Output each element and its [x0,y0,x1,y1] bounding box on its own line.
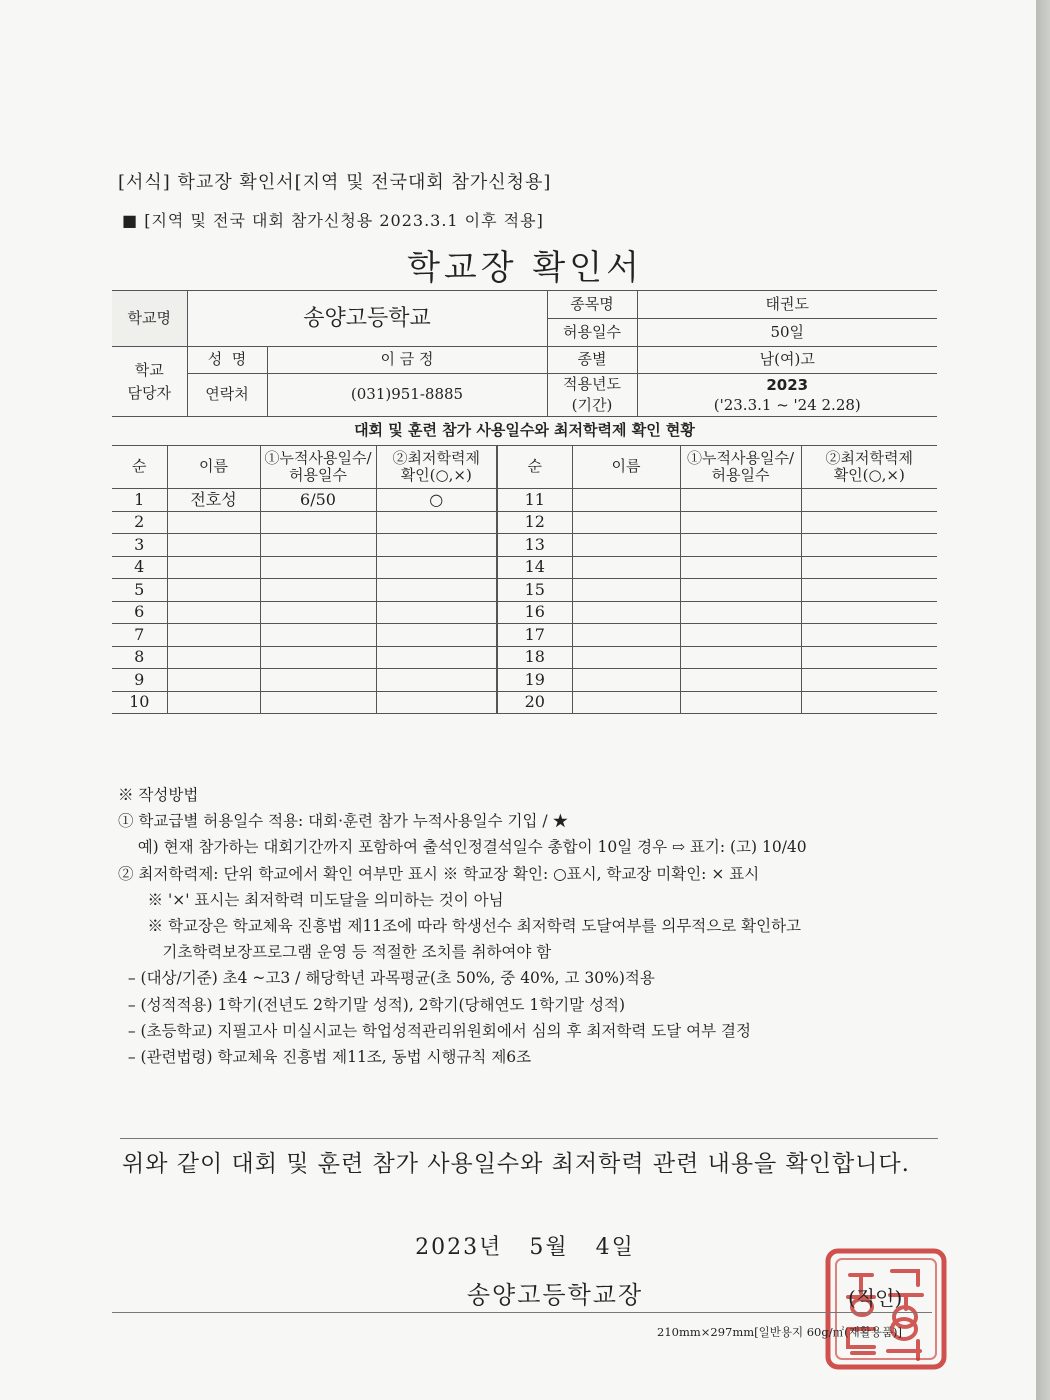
athlete-name [167,691,260,714]
info-table [112,290,937,417]
row-number: 2 [112,511,167,534]
table-row [112,489,937,512]
athlete-name [167,556,260,579]
used-days [260,669,376,692]
athlete-name [572,646,680,669]
event-value: 태권도 [637,291,937,319]
row-number: 5 [112,579,167,602]
document-title: 학교장 확인서 [407,248,643,288]
academic-check [801,489,937,512]
used-days [680,691,801,714]
row-number: 12 [497,511,572,534]
athlete-name [572,669,680,692]
name-label: 성 명 [187,347,267,374]
athlete-name [167,511,260,534]
used-days [260,534,376,557]
table-row [112,534,937,557]
used-days [680,489,801,512]
header-days: ①누적사용일수/ 허용일수 [680,446,801,489]
used-days [260,601,376,624]
used-days [260,511,376,534]
academic-check [801,601,937,624]
athlete-name [572,579,680,602]
academic-check [376,601,497,624]
athlete-name [167,534,260,557]
period-value: ('23.3.1 ~ '24 2.28) [713,396,861,414]
principal-name: 송양고등학교장 [466,1281,644,1309]
header-days: ①누적사용일수/ 허용일수 [260,446,376,489]
header-check: ②최저학력제 확인(○,×) [801,446,937,489]
academic-check [376,624,497,647]
event-label: 종목명 [547,291,637,319]
athlete-name [572,556,680,579]
instruction-line: – (관련법령) 학교체육 진흥법 제11조, 동법 시행규칙 제6조 [118,1048,532,1067]
used-days [680,579,801,602]
table-row [112,601,937,624]
header-check: ②최저학력제 확인(○,×) [376,446,497,489]
allowed-days-value: 50일 [637,319,937,347]
used-days [260,556,376,579]
academic-check [801,534,937,557]
row-number: 15 [497,579,572,602]
name-value: 이 금 정 [267,347,547,374]
row-number: 1 [112,489,167,512]
form-subtitle: ■ [지역 및 전국 대회 참가신청용 2023.3.1 이후 적용] [122,211,544,230]
manager-label: 학교 담당자 [112,347,187,417]
athlete-name [167,669,260,692]
academic-check [801,556,937,579]
academic-check [801,579,937,602]
divider [120,1138,938,1139]
used-days [680,534,801,557]
row-number: 8 [112,646,167,669]
row-number: 18 [497,646,572,669]
row-number: 6 [112,601,167,624]
year-value: 2023 [766,375,809,394]
row-number: 11 [497,489,572,512]
table-row [112,556,937,579]
used-days [260,624,376,647]
row-number: 14 [497,556,572,579]
athlete-name [572,691,680,714]
academic-check: ○ [376,489,497,512]
paper-edge [1036,0,1050,1400]
instruction-line: ※ 학교장은 학교체육 진흥법 제11조에 따라 학생선수 최저학력 도달여부를 의무적으로 확인하고 [118,917,802,936]
athlete-name [572,534,680,557]
academic-check [376,669,497,692]
row-number: 3 [112,534,167,557]
contact-value: (031)951-8885 [267,374,547,417]
athlete-name [167,579,260,602]
row-number: 16 [497,601,572,624]
academic-check [801,646,937,669]
row-number: 7 [112,624,167,647]
athlete-name [167,624,260,647]
instruction-line: – (초등학교) 지필고사 미실시교는 학업성적관리위원회에서 심의 후 최저학력 도달 여부 결정 [118,1021,751,1040]
writing-instructions [118,782,807,1070]
academic-check [376,556,497,579]
table-row [112,691,937,714]
used-days [680,511,801,534]
header-no: 순 [112,446,167,489]
instruction-line: ※ '×' 표시는 최저학력 미도달을 의미하는 것이 아님 [118,890,504,909]
confirm-statement: 위와 같이 대회 및 훈련 참가 사용일수와 최저학력 관련 내용을 확인합니다. [122,1151,910,1177]
header-no: 순 [497,446,572,489]
type-value: 남(여)고 [637,347,937,374]
instruction-line: – (대상/기준) 초4 ~고3 / 해당학년 과목평균(초 50%, 중 40%, 고 30%)적용 [118,969,655,988]
seal-mark: (직인) [848,1286,903,1310]
athlete-name [572,624,680,647]
row-number: 17 [497,624,572,647]
athlete-name [167,646,260,669]
form-title: [서식] 학교장 확인서[지역 및 전국대회 참가신청용] [118,172,552,193]
issue-date: 2023년 5월 4일 [415,1235,635,1260]
header-name: 이름 [572,446,680,489]
used-days [260,579,376,602]
academic-check [376,579,497,602]
used-days [260,691,376,714]
instruction-line: ※ 작성방법 [118,786,199,804]
allowed-days-label: 허용일수 [547,319,637,347]
athlete-list-table [112,445,937,714]
table-row [112,669,937,692]
year-value-cell [637,374,937,417]
academic-check [801,511,937,534]
athlete-name [572,601,680,624]
instruction-line: ② 최저학력제: 단위 학교에서 확인 여부만 표시 ※ 학교장 확인: ○표시, 학교장 미확인: × 표시 [118,864,760,883]
row-number: 19 [497,669,572,692]
row-number: 13 [497,534,572,557]
instruction-line: 기초학력보장프로그램 운영 등 적절한 조치를 취하여야 함 [118,943,552,962]
instruction-line: – (성적적용) 1학기(전년도 2학기말 성적), 2학기(당해연도 1학기말 성적) [118,995,626,1014]
row-number: 4 [112,556,167,579]
academic-check [801,624,937,647]
used-days [680,556,801,579]
used-days [680,624,801,647]
academic-check [801,669,937,692]
row-number: 10 [112,691,167,714]
paper-size-note: 210mm×297mm[일반용지 60g/㎡(재활용품)] [657,1325,902,1339]
athlete-name [572,489,680,512]
board-heading: 대회 및 훈련 참가 사용일수와 최저학력제 확인 현황 [354,421,695,439]
row-number: 20 [497,691,572,714]
academic-check [376,646,497,669]
academic-check [801,691,937,714]
academic-check [376,534,497,557]
academic-check [376,511,497,534]
row-number: 9 [112,669,167,692]
table-row [112,511,937,534]
instruction-line: 예) 현재 참가하는 대회기간까지 포함하여 출석인정결석일수 총합이 10일 경우 ⇨ 표기: (고) 10/40 [118,838,807,857]
contact-label: 연락처 [187,374,267,417]
school-label: 학교명 [112,291,187,347]
used-days [680,669,801,692]
footer-divider [112,1312,932,1313]
used-days [680,601,801,624]
table-row [112,579,937,602]
athlete-name: 전호성 [167,489,260,512]
table-row [112,624,937,647]
used-days [680,646,801,669]
used-days [260,646,376,669]
school-name: 송양고등학교 [187,291,547,347]
athlete-name [167,601,260,624]
used-days: 6/50 [260,489,376,512]
year-label: 적용년도 (기간) [547,374,637,417]
type-label: 종별 [547,347,637,374]
athlete-name [572,511,680,534]
instruction-line: ① 학교급별 허용일수 적용: 대회·훈련 참가 누적사용일수 기입 / ★ [118,812,569,831]
academic-check [376,691,497,714]
header-name: 이름 [167,446,260,489]
table-row [112,646,937,669]
